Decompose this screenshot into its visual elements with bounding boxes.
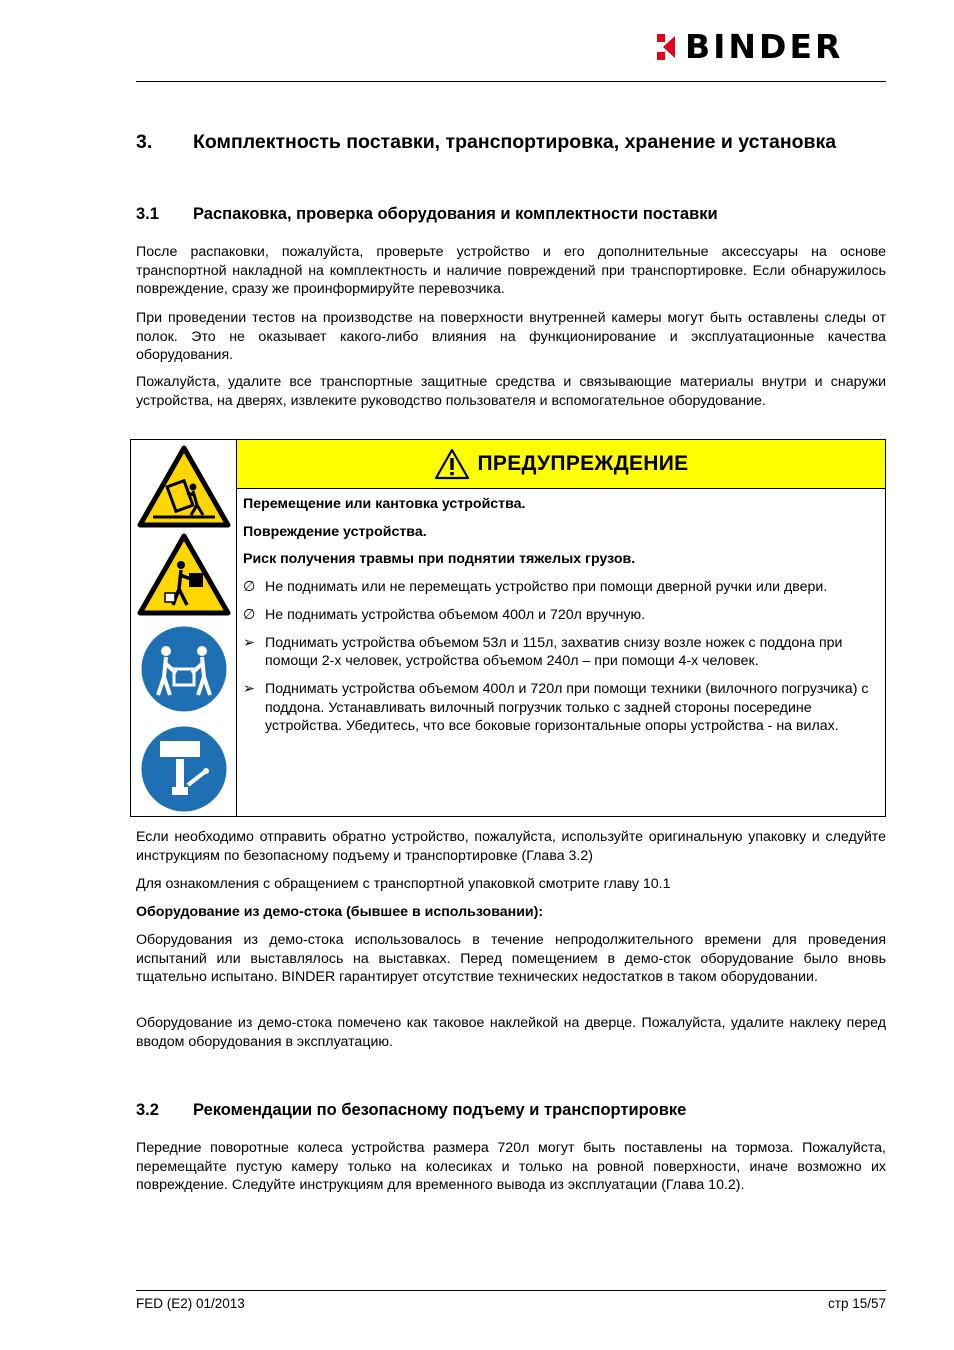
warning-line: Риск получения травмы при поднятии тяжелых грузов. — [243, 551, 636, 568]
brand-name: BINDER — [685, 27, 844, 66]
list-item-text: Не поднимать устройства объемом 400л и 720л вручную. — [265, 606, 646, 623]
list-item-text: Не поднимать или не перемещать устройство при помощи дверной ручки или двери. — [265, 579, 828, 596]
section-title: Распаковка, проверка оборудования и комплектности поставки — [193, 205, 718, 223]
tipping-hazard-icon — [137, 445, 231, 528]
list-item-text: Поднимать устройства объемом 53л и 115л, захватив снизу возле ножек с поддона при помощи 2-х человек, устройства объемом 240л – при помощи 4-х человек. — [265, 634, 843, 670]
section-title: Комплектность поставки, транспортировка, хранение и установка — [193, 131, 837, 153]
section-3-2-heading — [136, 1099, 886, 1121]
section-number: 3. — [136, 131, 153, 153]
warning-line: Повреждение устройства. — [243, 523, 427, 540]
binder-logo — [655, 27, 887, 66]
section-number: 3.1 — [136, 205, 159, 223]
list-item — [243, 634, 873, 671]
heavy-load-hazard-icon — [137, 533, 231, 616]
divider — [236, 440, 237, 816]
warning-header — [237, 440, 885, 489]
signal-word: ПРЕДУПРЕЖДЕНИЕ — [477, 452, 689, 475]
footer-rule — [136, 1290, 886, 1291]
forklift-lift-icon — [138, 723, 230, 815]
warning-content — [243, 495, 873, 745]
prohibition-marker: ∅ — [243, 579, 256, 596]
footer-page-number: стр 15/57 — [828, 1296, 886, 1311]
section-3-heading — [136, 130, 886, 155]
list-item — [243, 680, 873, 736]
warning-triangle-icon — [434, 448, 470, 480]
paragraph: После распаковки, пожалуйста, проверьте устройство и его дополнительные аксессуары на основе транспортной накладной на комплектность и наличие повреждений при транспортировке. Если обнаружилось повреждение, сразу же проинформируйте перевозчика. — [136, 244, 886, 298]
paragraph: Оборудование из демо-стока помечено как таковое наклейкой на дверце. Пожалуйста, удалите наклеку перед вводом оборудования в эксплуатацию. — [136, 1015, 886, 1050]
warning-line: Перемещение или кантовка устройства. — [243, 496, 526, 512]
paragraph: Передние поворотные колеса устройства размера 720л могут быть поставлены на тормоза. Пожалуйста, перемещайте пустую камеру только на колесиках и только на ровной поверхности, иначе возможно их повреждение. Следуйте инструкциям для временного вывода из эксплуатации (Глава 10.2). — [136, 1140, 886, 1194]
list-item — [243, 606, 873, 625]
section-number: 3.2 — [136, 1101, 159, 1119]
prohibition-marker: ∅ — [243, 606, 256, 623]
paragraph: Для ознакомления с обращением с транспортной упаковкой смотрите главу 10.1 — [136, 876, 671, 892]
section-title: Рекомендации по безопасному подъему и транспортировке — [193, 1101, 687, 1119]
arrow-marker: ➢ — [243, 634, 255, 651]
paragraph: При проведении тестов на производстве на поверхности внутренней камеры могут быть оставлены следы от полок. Это не оказывает какого-либо влияния на функционирование и эксплуатационные качества оборудования. — [136, 310, 886, 364]
paragraph: Если необходимо отправить обратно устройство, пожалуйста, используйте оригинальную упаковку и следуйте инструкциям по безопасному подъему и транспортировке (Глава 3.2) — [136, 829, 886, 864]
header-rule — [136, 81, 886, 82]
binder-logo-icon — [655, 30, 679, 64]
list-item-text: Поднимать устройства объемом 400л и 720л при помощи техники (вилочного погрузчика) с поддона. Устанавливать вилочный погрузчик только с задней стороны посередине устройства. Убедитесь, что все боковые горизонтальные опоры устройства - на вилах. — [265, 680, 869, 735]
section-3-1-heading — [136, 203, 886, 225]
list-item — [243, 578, 873, 597]
warning-box — [130, 439, 886, 817]
demo-stock-heading: Оборудование из демо-стока (бывшее в использовании): — [136, 904, 544, 920]
arrow-marker: ➢ — [243, 680, 255, 697]
two-person-lift-icon — [138, 623, 230, 715]
paragraph: Оборудования из демо-стока использовалось в течение непродолжительного времени для проведения испытаний или выставлялось на выставках. Перед помещением в демо-сток оборудование было вновь тщательно испытано. BINDER гарантирует отсутствие технических недостатков в таком оборудовании. — [136, 932, 886, 986]
footer-document-id: FED (E2) 01/2013 — [136, 1296, 245, 1311]
paragraph: Пожалуйста, удалите все транспортные защитные средства и связывающие материалы внутри и снаружи устройства, на дверях, извлеките руководство пользователя и вспомогательное оборудование. — [136, 374, 886, 409]
